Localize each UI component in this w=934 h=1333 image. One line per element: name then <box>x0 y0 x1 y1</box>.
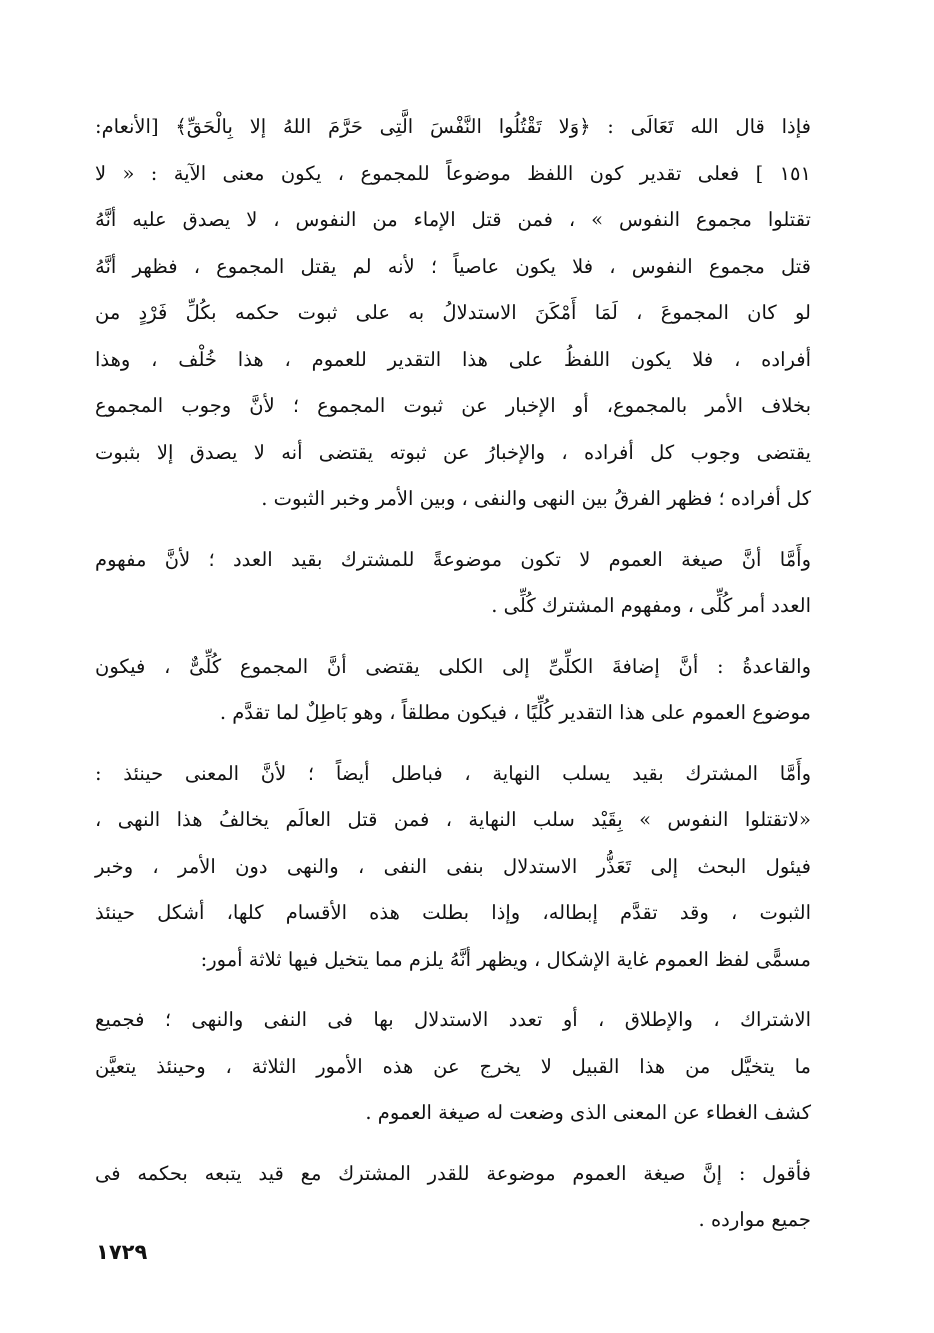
text-line: كل أفراده ؛ فظهر الفرقُ بين النهى والنفى ، وبين الأمر وخبر الثبوت . <box>261 487 811 510</box>
text-line: قتل مجموع النفوس ، فلا يكون عاصياً ؛ لأنه لم يقتل المجموع ، فظهر أنَّهُ <box>95 254 811 278</box>
text-line: الثبوت ، وقد تقدَّم إبطاله، وإذا بطلت هذه الأقسام كلها، أشكل حينئذ <box>95 901 811 924</box>
text-line: «لاتقتلوا النفوس » بِقَيْد سلب النهاية ، فمن قتل العالَم يخالفُ هذا النهى ، <box>95 808 811 831</box>
text-line: أفراده ، فلا يكون اللفظُ على هذا التقدير للعموم ، هذا خُلْف ، وهذا <box>95 347 811 371</box>
text-line: تقتلوا مجموع النفوس » ، فمن قتل الإماء من النفوس ، لا يصدق عليه أنَّهُ <box>95 208 811 231</box>
text-line: فإذا قال الله تَعَالَى : ﴿وَلا تَقْتُلُوا النَّفْسَ الَّتِى حَرَّمَ اللهُ إلا بِالْحَقِّ﴾ [الأنعام: <box>95 115 811 138</box>
text-line: وأَمَّا أنَّ صيغة العموم لا تكون موضوعةً للمشترك بقيد العدد ؛ لأنَّ مفهوم <box>95 547 811 571</box>
text-line: موضوع العموم على هذا التقدير كُلِّيًا ، فيكون مطلقاً ، وهو بَاطِلٌ لما تقدَّم . <box>219 701 811 724</box>
page-body <box>95 104 811 1254</box>
paragraph-5 <box>95 997 811 1137</box>
text-line: فأقول : إنَّ صيغة العموم موضوعة للقدر المشترك مع قيد يتبعه بحكمه فى <box>95 1161 811 1185</box>
text-line: كشف الغطاء عن المعنى الذى وضعت له صيغة العموم . <box>365 1101 811 1124</box>
page-number: ١٧٢٩ <box>96 1240 148 1264</box>
paragraph-2 <box>95 537 811 630</box>
paragraph-6 <box>95 1151 811 1244</box>
text-line: لو كان المجموعَ ، لَمَا أَمْكَنَ الاستدلالُ به على ثبوت حكمه بكُلِّ فَرْدٍ من <box>95 301 811 324</box>
text-line: مسمًّى لفظ العموم غاية الإشكال ، ويظهر أنَّهُ يلزم مما يتخيل فيها ثلاثة أمور: <box>200 947 811 971</box>
text-line: وأَمَّا المشترك بقيد يسلب النهاية ، فباطل أيضاً ؛ لأنَّ المعنى حينئذ : <box>95 761 811 785</box>
text-line: يقتضى وجوب كل أفراده ، والإخبارُ عن ثبوته يقتضى أنه لا يصدق إلا بثبوت <box>95 440 811 464</box>
text-line: بخلاف الأمر بالمجموع، أو الإخبار عن ثبوت المجموع ؛ لأنَّ وجوب المجموع <box>95 394 811 417</box>
text-line: جميع موارده . <box>698 1208 811 1231</box>
text-line: العدد أمر كُلِّى ، ومفهوم المشترك كُلِّى . <box>491 594 811 617</box>
text-line: والقاعدةُ : أنَّ إضافةَ الكلِّىِّ إلى الكلى يقتضى أنَّ المجموع كُلِّىٌّ ، فيكون <box>95 654 811 678</box>
text-line: الاشتراك ، والإطلاق ، أو تعدد الاستدلال بها فى النفى والنهى ؛ فجميع <box>95 1008 811 1031</box>
paragraph-4 <box>95 751 811 984</box>
paragraph-3 <box>95 644 811 737</box>
text-line: فيئول البحث إلى تَعَذُّر الاستدلال بنفى النفى ، والنهى دون الأمر ، وخبر <box>95 854 811 878</box>
text-line: ما يتخيَّل من هذا القبيل لا يخرج عن هذه الأمور الثلاثة ، وحينئذ يتعيَّن <box>95 1054 811 1078</box>
text-line: ١٥١ ] فعلى تقدير كون اللفظ موضوعاً للمجموع ، يكون معنى الآية : « لا <box>95 161 811 185</box>
paragraph-1 <box>95 104 811 523</box>
